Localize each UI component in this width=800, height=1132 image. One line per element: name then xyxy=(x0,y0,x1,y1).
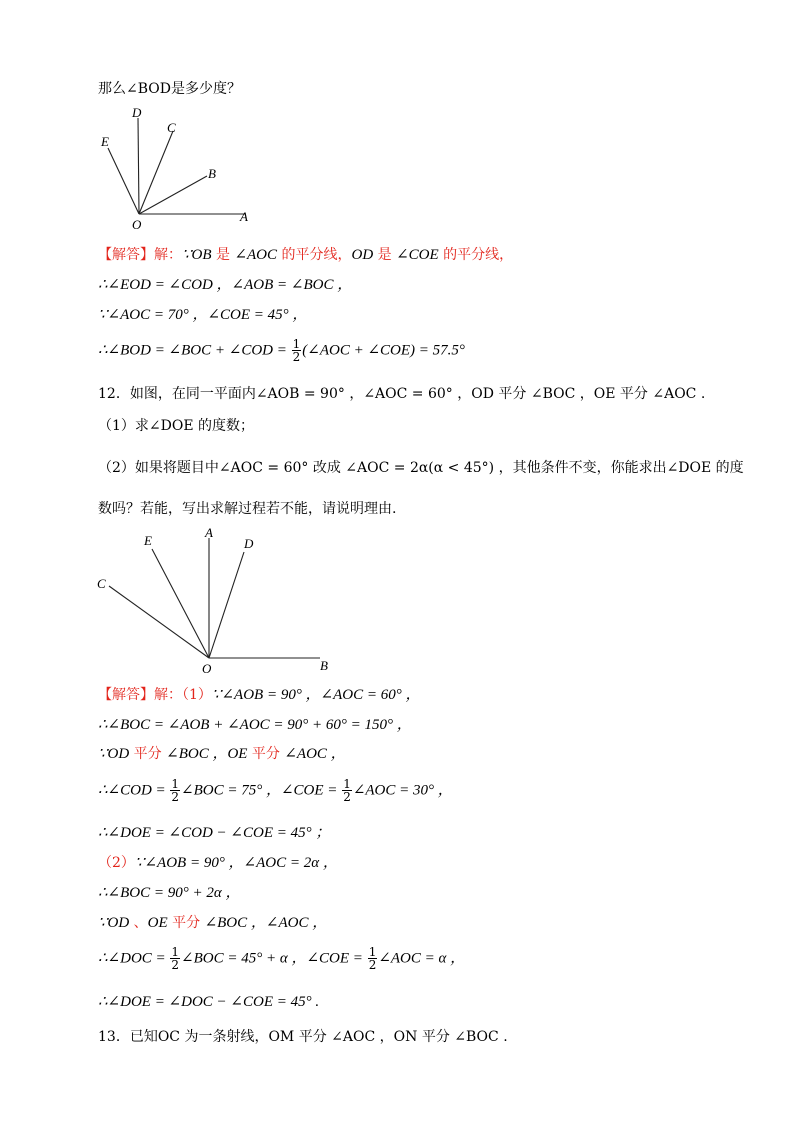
point-label-E: E xyxy=(144,533,152,548)
point-label-C: C xyxy=(167,120,176,135)
ray-OC xyxy=(139,131,173,214)
solution-12-line-3: ∵OD 平分 ∠BOC ，OE 平分 ∠AOC ， xyxy=(98,746,346,762)
point-label-A: A xyxy=(240,209,248,224)
solution-11-line-3: ∵∠AOC = 70° ，∠COE = 45° ， xyxy=(98,307,308,323)
point-label-B: B xyxy=(320,658,328,673)
fraction-half: $\frac{1}{2}$ xyxy=(292,337,301,364)
point-label-A: A xyxy=(205,525,213,540)
question-12-part-2-cont: 数吗？若能，写出求解过程若不能，请说明理由. xyxy=(98,501,397,517)
ray-OE xyxy=(152,549,209,658)
point-label-O: O xyxy=(202,661,212,675)
question-12: 12．如图，在同一平面内∠AOB = 90° ，∠AOC = 60° ，OD 平分 ∠BOC ，OE 平分 ∠AOC . xyxy=(98,386,706,402)
point-label-B: B xyxy=(208,166,216,181)
figure-2-angle-diagram xyxy=(92,520,352,675)
question-12-part-1: （1）求∠DOE 的度数； xyxy=(98,418,255,434)
point-label-D: D xyxy=(244,536,254,551)
ray-OE xyxy=(108,148,139,214)
solution-11-line-2: ∴∠EOD = ∠COD ，∠AOB = ∠BOC ， xyxy=(98,277,353,293)
answer-label: 【解答】 xyxy=(98,687,154,703)
figure-1-angle-diagram xyxy=(95,104,265,234)
solution-12-line-9: ∴∠DOC = $\frac{1}{2}$ ∠BOC = 45° + α ，∠COE = $\frac{1}{2}$ ∠AOC = α ， xyxy=(98,945,466,972)
solution-12-line-6: （2）∵∠AOB = 90° ，∠AOC = 2α ， xyxy=(98,855,338,871)
solution-12-line-7: ∴∠BOC = 90° + 2α ， xyxy=(98,885,241,901)
solution-12-line-10: ∴∠DOE = ∠DOC − ∠COE = 45° . xyxy=(98,994,320,1010)
ray-OD xyxy=(209,552,244,658)
point-label-C: C xyxy=(97,576,106,591)
question-text: 那么∠BOD是多少度？ xyxy=(98,81,241,97)
ray-OC xyxy=(109,586,209,658)
solution-11-head: 【解答】解：∵OB 是 ∠AOC 的平分线，OD 是 ∠COE 的平分线， xyxy=(98,247,514,263)
ray-OB xyxy=(139,176,207,214)
question-12-part-2: （2）如果将题目中∠AOC = 60° 改成 ∠AOC = 2α(α < 45°) ，其他条件不变，你能求出∠DOE 的度 xyxy=(98,460,744,476)
point-label-O: O xyxy=(132,217,142,232)
solution-11-line-4: ∴∠BOD = ∠BOC + ∠COD = $\frac{1}{2}$ (∠AOC + ∠COE) = 57.5° xyxy=(98,337,465,364)
point-label-D: D xyxy=(132,105,142,120)
solution-12-line-4: ∴∠COD = $\frac{1}{2}$ ∠BOC = 75° ，∠COE = $\frac{1}{2}$ ∠AOC = 30° ， xyxy=(98,777,453,804)
question-13: 13．已知OC 为一条射线，OM 平分 ∠AOC ，ON 平分 ∠BOC . xyxy=(98,1029,508,1045)
point-label-E: E xyxy=(101,134,109,149)
solution-12-line-5: ∴∠DOE = ∠COD − ∠COE = 45° ； xyxy=(98,825,331,841)
solution-12-head: 【解答】解：（1）∵∠AOB = 90° ，∠AOC = 60° ， xyxy=(98,687,421,703)
solution-12-line-8: ∵OD 、OE 平分 ∠BOC ，∠AOC ， xyxy=(98,915,328,931)
solution-12-line-2: ∴∠BOC = ∠AOB + ∠AOC = 90° + 60° = 150° ， xyxy=(98,717,412,733)
answer-label: 【解答】 xyxy=(98,247,154,263)
ray-OD xyxy=(138,118,139,214)
